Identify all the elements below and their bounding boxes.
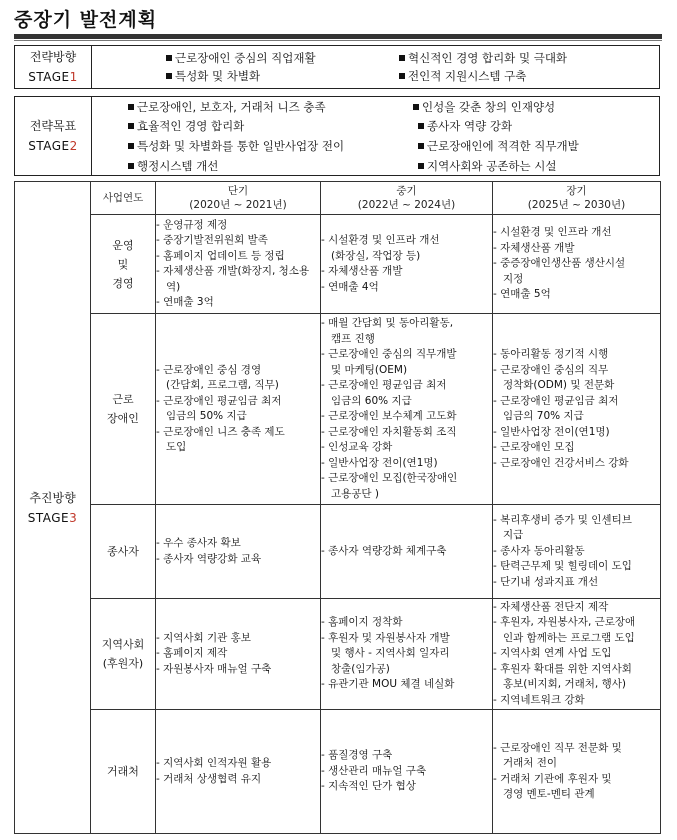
category-line: 장애인 — [107, 412, 139, 425]
square-bullet-icon — [128, 163, 134, 169]
cell-line: 인과 함께하는 프로그램 도입 — [503, 631, 635, 644]
header-short: 단기 (2020년 ~ 2021년) — [156, 182, 321, 215]
cell-line: - 자체생산품 개발(화장지, 청소용 — [156, 265, 310, 277]
cell-line: - 품질경영 구축 — [321, 749, 393, 762]
cell-line: - 시설환경 및 인프라 개선 — [321, 234, 440, 246]
cell-long — [493, 215, 661, 314]
stage1-item: 근로장애인 중심의 직업재활 — [166, 49, 316, 67]
stage3-stage: STAGE3 — [27, 510, 78, 525]
stage1-item: 혁신적인 경영 합리화 및 극대화 — [399, 49, 567, 67]
table-row — [15, 505, 661, 599]
stage2-item: 행정시스템 개선 — [128, 157, 218, 175]
cell-line: (간담회, 프로그램, 직무) — [166, 379, 279, 391]
cell-line: - 복리후생비 증가 및 인센티브 — [493, 513, 632, 526]
header-long: 장기 (2025년 ~ 2030년) — [493, 182, 661, 215]
cell-long — [493, 599, 661, 710]
stage1-items — [91, 46, 659, 88]
cell-line: - 탄력근무제 및 힐링데이 도입 — [493, 560, 632, 573]
cell-line: - 근로장애인 직무 전문화 및 — [493, 741, 622, 754]
stage2-item: 특성화 및 차별화를 통한 일반사업장 전이 — [128, 137, 344, 155]
stage1-item: 특성화 및 차별화 — [166, 67, 260, 85]
stage2-item: 효율적인 경영 합리화 — [128, 117, 244, 135]
cell-line: - 연매출 4억 — [321, 280, 379, 293]
cell-mid — [321, 215, 493, 314]
category-line: 운영 — [112, 238, 134, 252]
cell-line: - 생산관리 매뉴얼 구축 — [321, 764, 427, 777]
square-bullet-icon — [166, 73, 172, 79]
title-underline — [14, 34, 662, 39]
cell-line: - 지역사회 연계 사업 도입 — [493, 647, 612, 660]
title-underline-thin — [14, 40, 662, 41]
cell-line: 경영 멘토-멘티 관계 — [503, 788, 595, 800]
cell-line: - 중증장애인생산품 생산시설 — [493, 257, 626, 270]
cell-line: - 자체생산품 개발 — [493, 241, 575, 254]
cell-long — [493, 710, 661, 834]
cell-line: - 후원자 및 자원봉사자 개발 — [321, 631, 450, 644]
stage1-label-cell — [15, 46, 92, 88]
cell-line: - 근로장애인 평균임금 최저 — [156, 394, 282, 407]
stage2-box — [14, 96, 660, 176]
stage2-label: 전략목표 — [29, 119, 77, 133]
stage1-label: 전략방향 — [29, 50, 77, 64]
cell-line: - 근로장애인 평균임금 최저 — [493, 394, 619, 407]
cell-line: 거래처 전이 — [503, 757, 558, 769]
square-bullet-icon — [418, 123, 424, 129]
square-bullet-icon — [128, 104, 134, 110]
cell-line: 고용공단 ) — [331, 487, 380, 500]
cell-line: 지정 — [503, 272, 524, 285]
cell-line: 및 행사 - 지역사회 일자리 — [331, 647, 450, 660]
square-bullet-icon — [418, 143, 424, 149]
cell-line: - 홈페이지 업데이트 등 정립 — [156, 249, 285, 262]
stage1-box — [14, 45, 660, 89]
cell-line: - 자체생산품 개발 — [321, 265, 403, 277]
cell-line: 임금의 60% 지급 — [331, 394, 412, 407]
cell-line: - 근로장애인 니즈 충족 제도 — [156, 425, 285, 438]
cell-long — [493, 505, 661, 599]
cell-line: - 단기내 성과지표 개선 — [493, 575, 599, 588]
cell-mid — [321, 599, 493, 710]
square-bullet-icon — [128, 143, 134, 149]
cell-line: - 홈페이지 정착화 — [321, 616, 403, 629]
category-line: 거래처 — [107, 765, 139, 778]
cell-line: - 지역사회 기관 홍보 — [156, 631, 251, 644]
cell-short — [156, 215, 321, 314]
cell-line: - 종사자 역량강화 교육 — [156, 552, 262, 565]
table-row — [15, 314, 661, 505]
square-bullet-icon — [166, 55, 172, 61]
category-line: 경영 — [112, 276, 134, 290]
cell-line: - 근로장애인 모집 — [493, 441, 575, 453]
table-header-row — [15, 182, 661, 215]
cell-line: - 우수 종사자 확보 — [156, 537, 241, 549]
category-line: 지역사회 — [101, 638, 145, 651]
cell-line: - 거래처 상생협력 유지 — [156, 772, 262, 785]
row-category — [91, 505, 156, 599]
cell-short — [156, 314, 321, 505]
cell-line: - 인성교육 강화 — [321, 441, 393, 453]
stage2-item: 인성을 갖춘 창의 인재양성 — [413, 98, 555, 116]
stage3-label-cell — [15, 182, 91, 834]
cell-line: - 시설환경 및 인프라 개선 — [493, 226, 612, 239]
cell-short — [156, 710, 321, 834]
stage2-label-cell — [15, 97, 92, 175]
cell-line: 창출(임가공) — [331, 662, 390, 675]
stage2-item: 지역사회와 공존하는 시설 — [418, 157, 557, 175]
stage3-label: 추진방향 — [29, 490, 76, 505]
cell-line: (화장실, 작업장 등) — [331, 249, 421, 262]
cell-line: 역) — [166, 280, 181, 293]
cell-line: - 후원자 확대를 위한 지역사회 — [493, 662, 632, 675]
cell-mid — [321, 505, 493, 599]
cell-long — [493, 314, 661, 505]
cell-line: - 연매출 3억 — [156, 296, 214, 308]
cell-line: - 자원봉사자 매뉴얼 구축 — [156, 662, 272, 675]
header-mid: 중기 (2022년 ~ 2024년) — [321, 182, 493, 215]
cell-short — [156, 505, 321, 599]
stage2-item: 근로장애인에 적격한 직무개발 — [418, 137, 579, 155]
cell-line: - 연매출 5억 — [493, 288, 551, 301]
cell-line: 지급 — [503, 529, 524, 542]
cell-line: - 종사자 역량강화 체계구축 — [321, 544, 447, 557]
cell-line: - 유관기관 MOU 체결 네실화 — [321, 678, 455, 691]
square-bullet-icon — [399, 73, 405, 79]
stage2-item: 근로장애인, 보호자, 거래처 니즈 충족 — [128, 98, 326, 116]
cell-line: - 지속적인 단가 협상 — [321, 780, 416, 793]
stage3-table — [14, 181, 661, 834]
cell-line: - 근로장애인 건강서비스 강화 — [493, 456, 629, 469]
row-category — [91, 215, 156, 314]
stage2-stage: STAGE2 — [28, 139, 78, 153]
category-line: 근로 — [112, 393, 134, 406]
table-row — [15, 215, 661, 314]
cell-line: - 근로장애인 중심의 직무 — [493, 363, 609, 376]
cell-line: - 종사자 동아리활동 — [493, 544, 585, 557]
cell-line: - 근로장애인 중심 경영 — [156, 363, 262, 376]
cell-line: 홍보(비지회, 거래처, 행사) — [503, 678, 626, 691]
table-row — [15, 710, 661, 834]
square-bullet-icon — [413, 104, 419, 110]
row-category — [91, 710, 156, 834]
square-bullet-icon — [399, 55, 405, 61]
cell-line: 임금의 70% 지급 — [503, 410, 584, 422]
cell-line: - 자체생산품 전단지 제작 — [493, 600, 609, 613]
square-bullet-icon — [418, 163, 424, 169]
cell-line: - 지역네트워크 강화 — [493, 693, 585, 706]
category-line: 종사자 — [107, 545, 139, 558]
header-year: 사업연도 — [91, 182, 156, 215]
cell-line: - 근로장애인 보수체계 고도화 — [321, 410, 457, 422]
cell-line: - 근로장애인 모집(한국장애인 — [321, 472, 458, 484]
page-title: 중장기 발전계획 — [14, 9, 158, 31]
cell-line: - 거래처 기관에 후원자 및 — [493, 772, 612, 785]
cell-line: - 후원자, 자원봉사자, 근로장애 — [493, 616, 636, 629]
cell-line: - 중장기발전위원회 발족 — [156, 234, 268, 246]
cell-line: 도입 — [166, 441, 187, 453]
cell-line: - 동아리활동 정기적 시행 — [493, 348, 609, 360]
category-line: (후원자) — [102, 657, 144, 670]
cell-line: - 운영규정 제정 — [156, 218, 228, 231]
cell-line: - 근로장애인 평균임금 최저 — [321, 379, 447, 391]
category-line: 및 — [117, 257, 129, 271]
stage2-items — [91, 97, 659, 175]
cell-line: - 근로장애인 자치활동회 조직 — [321, 425, 457, 438]
cell-line: 및 마케팅(OEM) — [331, 363, 408, 376]
row-category — [91, 599, 156, 710]
cell-line: 임금의 50% 지급 — [166, 410, 247, 422]
cell-line: 캠프 진행 — [331, 332, 375, 345]
cell-line: - 지역사회 인적자원 활용 — [156, 757, 272, 769]
square-bullet-icon — [128, 123, 134, 129]
cell-line: - 근로장애인 중심의 직무개발 — [321, 348, 457, 360]
cell-line: 정착화(ODM) 및 전문화 — [503, 379, 615, 391]
cell-line: - 홈페이지 제작 — [156, 647, 228, 660]
stage2-item: 종사자 역량 강화 — [418, 117, 512, 135]
cell-line: - 일반사업장 전이(연1명) — [321, 456, 438, 469]
cell-mid — [321, 314, 493, 505]
cell-short — [156, 599, 321, 710]
cell-line: - 매월 간담회 및 동아리활동, — [321, 317, 454, 329]
row-category — [91, 314, 156, 505]
cell-mid — [321, 710, 493, 834]
table-row — [15, 599, 661, 710]
stage1-item: 전인적 지원시스템 구축 — [399, 67, 526, 85]
cell-line: - 일반사업장 전이(연1명) — [493, 425, 610, 438]
stage1-stage: STAGE1 — [28, 70, 78, 84]
